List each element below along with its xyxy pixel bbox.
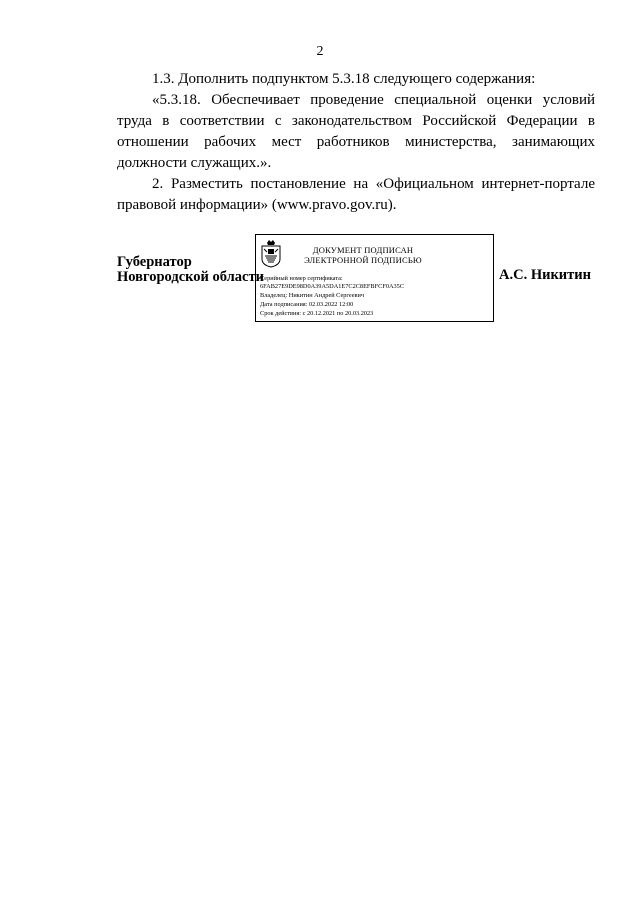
stamp-heading bbox=[288, 245, 438, 265]
page-number: 2 bbox=[316, 44, 324, 59]
stamp-heading-line2: ЭЛЕКТРОННОЙ ПОДПИСЬЮ bbox=[304, 255, 422, 265]
paragraph-1-3: 1.3. Дополнить подпунктом 5.3.18 следующего содержания: bbox=[152, 71, 536, 87]
electronic-signature-stamp bbox=[255, 234, 494, 322]
certificate-serial-value: 6FAB27E9DE98D0A39A5DA1E7C2C8EFBFCF0A35C bbox=[260, 283, 405, 290]
signer-position bbox=[117, 255, 264, 285]
certificate-owner: Владелец: Никитин Андрей Сергеевич bbox=[260, 292, 365, 299]
signer-name: А.С. Никитин bbox=[499, 267, 591, 283]
certificate-serial-label: Серийный номер сертификата: bbox=[260, 275, 343, 282]
signing-date: Дата подписания: 02.03.2022 12:00 bbox=[260, 301, 354, 308]
document-body bbox=[117, 69, 595, 216]
stamp-heading-line1: ДОКУМЕНТ ПОДПИСАН bbox=[312, 245, 414, 255]
signer-position-line2: Новгородской области bbox=[117, 269, 264, 285]
certificate-validity: Срок действия: с 20.12.2021 по 20.03.2023 bbox=[260, 310, 374, 317]
paragraph-2: 2. Разместить постановление на «Официальном интернет-портале правовой информации» (www.pravo.gov.ru). bbox=[117, 176, 595, 213]
paragraph-5-3-18: «5.3.18. Обеспечивает проведение специальной оценки условий труда в соответствии с законодательством Российской Федерации в отношении рабочих мест работников министерства, занимающих должности служащих.». bbox=[117, 92, 595, 171]
signer-position-line1: Губернатор bbox=[117, 254, 192, 270]
coat-of-arms-icon bbox=[259, 238, 283, 268]
